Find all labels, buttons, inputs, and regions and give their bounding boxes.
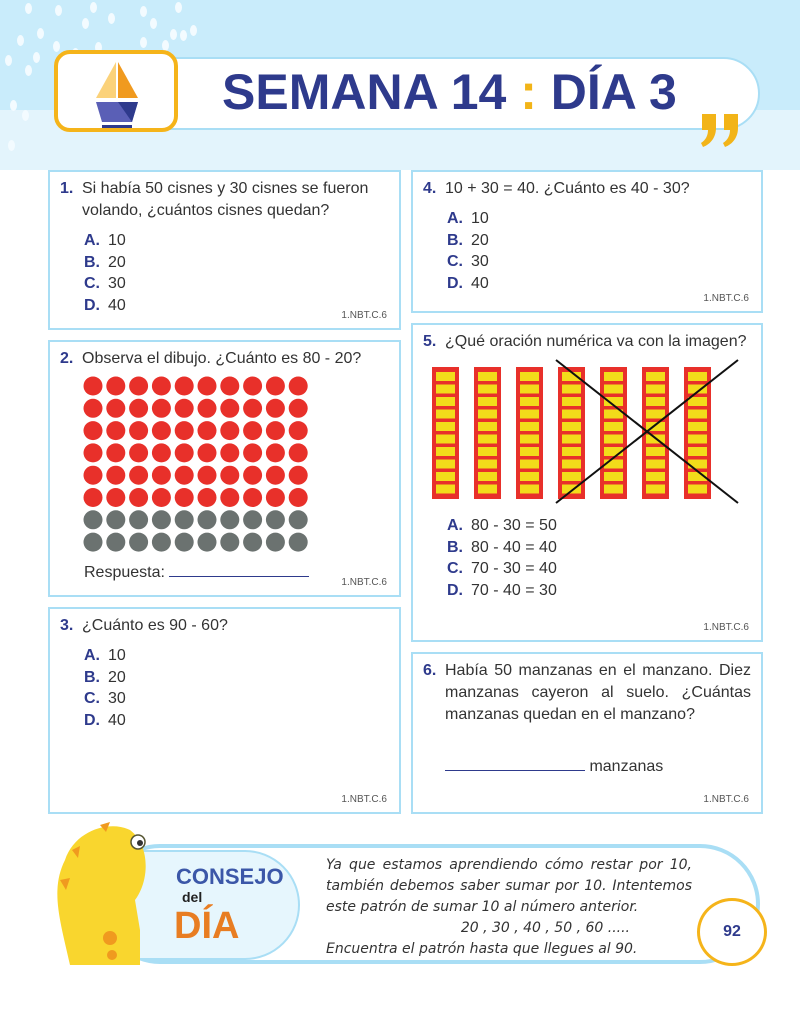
unit-cube [436, 435, 455, 444]
unit-cube [436, 385, 455, 394]
red-dot [198, 399, 217, 418]
answer-input[interactable] [169, 576, 309, 577]
decorative-dot [190, 25, 197, 36]
unit-cube [562, 435, 581, 444]
option-c[interactable]: C. 30 [447, 253, 489, 270]
red-dot [129, 377, 148, 396]
unit-cube [436, 372, 455, 381]
page-title: SEMANA 14 : DÍA 3 [222, 64, 677, 120]
red-dot [129, 488, 148, 507]
answer-options [84, 230, 389, 316]
unit-cube [478, 472, 497, 481]
red-dot [198, 421, 217, 440]
decorative-dot [25, 3, 32, 14]
option-b[interactable]: B. 20 [84, 668, 126, 686]
red-dot [175, 488, 194, 507]
answer-input[interactable] [445, 770, 585, 771]
gray-dot [152, 510, 171, 529]
question-number: 3. [60, 617, 74, 634]
option-d[interactable]: D. 40 [447, 274, 489, 292]
red-dot [106, 399, 125, 418]
decorative-dot [175, 2, 182, 13]
unit-cube [478, 372, 497, 381]
unit-cube [604, 385, 623, 394]
answer-options [447, 515, 751, 601]
question-number: 1. [60, 180, 74, 197]
red-dot [266, 377, 285, 396]
unit-cube [688, 422, 707, 431]
red-dot [266, 466, 285, 485]
red-dot [106, 443, 125, 462]
question-card-5 [411, 323, 763, 642]
decorative-dot [170, 29, 177, 40]
standard-code: 1.NBT.C.6 [341, 794, 387, 805]
question-card-1 [48, 170, 401, 330]
unit-cube [436, 472, 455, 481]
decorative-dot [17, 35, 24, 46]
gray-dot [198, 510, 217, 529]
question-number: 6. [423, 662, 437, 679]
unit-cube [646, 472, 665, 481]
gray-dot [220, 510, 239, 529]
counting-dots [82, 376, 322, 554]
decorative-dot [25, 65, 32, 76]
question-text: ¿Cuánto es 90 - 60? [82, 617, 228, 634]
unit-cube [646, 447, 665, 456]
unit-cube [478, 435, 497, 444]
unit-cube [436, 447, 455, 456]
unit-cube [562, 447, 581, 456]
red-dot [220, 399, 239, 418]
unit-cube [436, 422, 455, 431]
unit-cube [562, 397, 581, 406]
tens-rod [516, 367, 543, 499]
unit-cube [436, 397, 455, 406]
option-c[interactable]: C. 30 [84, 275, 126, 292]
option-d[interactable]: D. 40 [84, 296, 126, 314]
unit-cube [436, 460, 455, 469]
question-card-3 [48, 607, 401, 814]
unit-cube [520, 397, 539, 406]
option-a[interactable]: A. 10 [84, 647, 126, 664]
red-dot [198, 377, 217, 396]
red-dot [266, 488, 285, 507]
unit-cube [688, 397, 707, 406]
gray-dot [243, 510, 262, 529]
red-dot [175, 466, 194, 485]
tens-rod [558, 367, 585, 499]
unit-cube [688, 447, 707, 456]
red-dot [220, 377, 239, 396]
unit-cube [562, 410, 581, 419]
question-text: Observa el dibujo. ¿Cuánto es 80 - 20? [82, 350, 362, 367]
red-dot [266, 421, 285, 440]
gray-dot [84, 533, 103, 552]
red-dot [289, 488, 308, 507]
unit-cube [520, 472, 539, 481]
red-dot [84, 421, 103, 440]
decorative-dot [10, 100, 17, 111]
option-b[interactable]: B. 80 - 40 = 40 [447, 538, 557, 556]
tens-rods-picture [432, 355, 762, 505]
unit-cube [688, 410, 707, 419]
unit-cube [688, 372, 707, 381]
unit-cube [520, 410, 539, 419]
red-dot [243, 399, 262, 418]
gray-dot [106, 533, 125, 552]
unit-cube [478, 447, 497, 456]
unit-cube [478, 485, 497, 494]
sailboat-logo-icon [58, 54, 174, 128]
gray-dot [129, 510, 148, 529]
red-dot [84, 488, 103, 507]
red-dot [198, 443, 217, 462]
unit-cube [646, 410, 665, 419]
red-dot [106, 421, 125, 440]
unit-cube [520, 385, 539, 394]
red-dot [220, 421, 239, 440]
unit-cube [436, 485, 455, 494]
unit-cube [688, 435, 707, 444]
decorative-dot [5, 55, 12, 66]
option-c[interactable]: C. 30 [84, 690, 126, 707]
unit-cube [562, 460, 581, 469]
decorative-dot [150, 18, 157, 29]
gray-dot [152, 533, 171, 552]
tens-rod [432, 367, 459, 499]
red-dot [106, 466, 125, 485]
dinosaur-mascot-icon [40, 820, 170, 965]
option-a[interactable]: A. 10 [447, 210, 489, 227]
gray-dot [266, 510, 285, 529]
decorative-dot [8, 140, 15, 151]
standard-code: 1.NBT.C.6 [341, 310, 387, 321]
red-dot [289, 443, 308, 462]
question-number: 2. [60, 350, 74, 367]
decorative-dot [82, 18, 89, 29]
option-c[interactable]: C. 70 - 30 = 40 [447, 560, 557, 577]
tens-rod [474, 367, 501, 499]
red-dot [198, 466, 217, 485]
answer-line: Respuesta: [84, 562, 389, 584]
tens-rod [600, 367, 627, 499]
quote-mark-icon [698, 112, 744, 148]
red-dot [152, 443, 171, 462]
red-dot [152, 466, 171, 485]
decorative-dot [37, 28, 44, 39]
decorative-dot [22, 110, 29, 121]
standard-code: 1.NBT.C.6 [703, 794, 749, 805]
gray-dot [84, 510, 103, 529]
decorative-dot [55, 5, 62, 16]
unit-cube [478, 397, 497, 406]
red-dot [220, 466, 239, 485]
red-dot [152, 488, 171, 507]
unit-cube [520, 460, 539, 469]
gray-dot [289, 533, 308, 552]
unit-cube [646, 460, 665, 469]
unit-cube [478, 422, 497, 431]
unit-cube [688, 485, 707, 494]
unit-cube [646, 372, 665, 381]
answer-options [447, 208, 751, 294]
red-dot [289, 399, 308, 418]
red-dot [198, 488, 217, 507]
gray-dot [175, 533, 194, 552]
red-dot [152, 399, 171, 418]
unit-cube [646, 485, 665, 494]
question-card-6 [411, 652, 763, 814]
red-dot [175, 399, 194, 418]
gray-dot [243, 533, 262, 552]
question-number: 4. [423, 180, 437, 197]
unit-cube [478, 410, 497, 419]
decorative-dot [180, 30, 187, 41]
decorative-dot [108, 13, 115, 24]
red-dot [84, 466, 103, 485]
red-dot [84, 399, 103, 418]
question-text: ¿Qué oración numérica va con la imagen? [445, 333, 747, 350]
red-dot [129, 466, 148, 485]
decorative-dot [140, 6, 147, 17]
red-dot [129, 421, 148, 440]
unit-cube [562, 422, 581, 431]
red-dot [289, 421, 308, 440]
standard-code: 1.NBT.C.6 [341, 577, 387, 588]
answer-options [84, 645, 389, 731]
decorative-dot [90, 2, 97, 13]
unit-cube [646, 397, 665, 406]
unit-cube [604, 422, 623, 431]
unit-cube [604, 485, 623, 494]
gray-dot [106, 510, 125, 529]
question-card-2 [48, 340, 401, 597]
red-dot [175, 377, 194, 396]
red-dot [243, 377, 262, 396]
red-dot [266, 399, 285, 418]
tip-title: CONSEJO [176, 864, 284, 889]
unit-cube [604, 435, 623, 444]
gray-dot [175, 510, 194, 529]
option-b[interactable]: B. 20 [447, 231, 489, 249]
unit-cube [478, 460, 497, 469]
red-dot [289, 466, 308, 485]
question-number: 5. [423, 333, 437, 350]
question-text: Había 50 manzanas en el manzano. Diez manzanas cayeron al suelo. ¿Cuántas manzanas quedan en el manzano? [445, 662, 751, 723]
option-a[interactable]: A. 10 [84, 232, 126, 249]
page-number: 92 [697, 898, 767, 966]
question-text: 10 + 30 = 40. ¿Cuánto es 40 - 30? [445, 180, 690, 197]
standard-code: 1.NBT.C.6 [703, 622, 749, 633]
red-dot [106, 377, 125, 396]
standard-code: 1.NBT.C.6 [703, 293, 749, 304]
red-dot [243, 443, 262, 462]
decorative-dot [33, 52, 40, 63]
unit-cube [520, 485, 539, 494]
unit-cube [520, 435, 539, 444]
red-dot [129, 443, 148, 462]
question-text: Si había 50 cisnes y 30 cisnes se fueron volando, ¿cuántos cisnes quedan? [82, 180, 369, 219]
gray-dot [289, 510, 308, 529]
logo-bubble [54, 50, 178, 132]
unit-cube [562, 472, 581, 481]
option-a[interactable]: A. 80 - 30 = 50 [447, 517, 557, 534]
unit-cube [436, 410, 455, 419]
unit-cube [520, 422, 539, 431]
option-d[interactable]: D. 70 - 40 = 30 [447, 581, 557, 599]
unit-cube [604, 372, 623, 381]
red-dot [175, 421, 194, 440]
unit-cube [562, 385, 581, 394]
unit-cube [604, 472, 623, 481]
decorative-dot [53, 41, 60, 52]
red-dot [266, 443, 285, 462]
red-dot [243, 488, 262, 507]
option-b[interactable]: B. 20 [84, 253, 126, 271]
red-dot [220, 488, 239, 507]
red-dot [152, 421, 171, 440]
tip-text: Ya que estamos aprendiendo cómo restar por 10, también debemos saber sumar por 10. Intentemos este patrón de sumar 10 al número anterior. 20 , 30 , 40 , 50 , 60 ..... Encuentra el patrón hasta que llegues al 90. [326, 857, 692, 957]
red-dot [84, 443, 103, 462]
tip-title-dia: DÍA [174, 905, 240, 947]
gray-dot [129, 533, 148, 552]
unit-cube [478, 385, 497, 394]
red-dot [243, 421, 262, 440]
unit-cube [520, 372, 539, 381]
red-dot [84, 377, 103, 396]
unit-cube [646, 385, 665, 394]
red-dot [220, 443, 239, 462]
answer-line: manzanas [445, 756, 751, 778]
tip-title-del: del [182, 889, 203, 905]
red-dot [129, 399, 148, 418]
red-dot [175, 443, 194, 462]
red-dot [243, 466, 262, 485]
red-dot [289, 377, 308, 396]
question-card-4 [411, 170, 763, 313]
red-dot [106, 488, 125, 507]
unit-cube [520, 447, 539, 456]
option-d[interactable]: D. 40 [84, 711, 126, 729]
decorative-dot [140, 37, 147, 48]
gray-dot [266, 533, 285, 552]
red-dot [152, 377, 171, 396]
gray-dot [220, 533, 239, 552]
gray-dot [198, 533, 217, 552]
